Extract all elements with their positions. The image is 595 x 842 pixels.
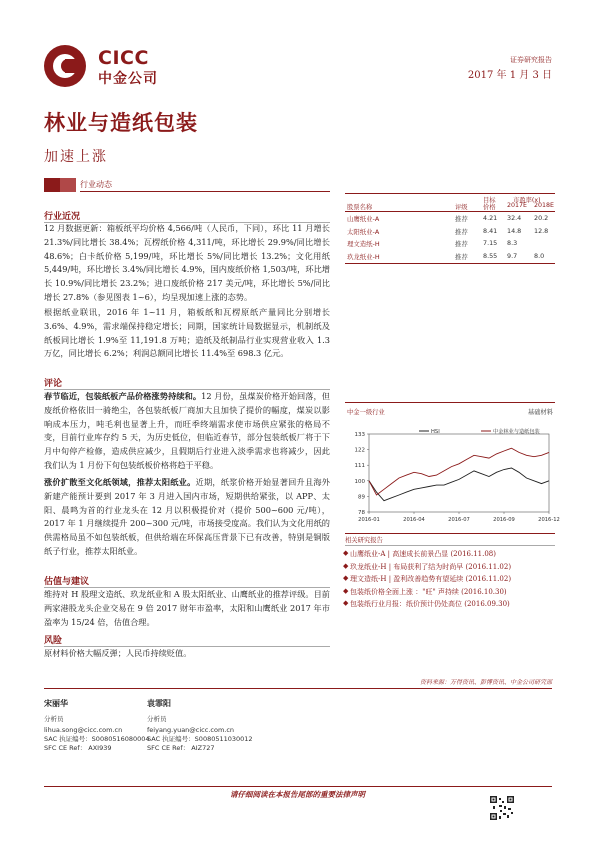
report-date: 2017 年 1 月 3 日 — [467, 70, 552, 81]
x-tick-label: 2016-01 — [358, 517, 380, 523]
rating-table-row — [345, 227, 555, 240]
x-tick-label: 2016-04 — [403, 517, 425, 523]
comment-para-2-bold: 涨价扩散至文化纸领域，推荐太阳纸业。 — [44, 477, 196, 487]
x-tick-label: 2016-07 — [448, 517, 470, 523]
news-heading: 相关研究报告 — [345, 537, 383, 544]
col-2017: 2017E — [507, 202, 528, 209]
news-item[interactable] — [343, 599, 555, 609]
news-item[interactable] — [343, 574, 555, 584]
tag-bar-accent — [60, 178, 76, 192]
line-chart — [345, 428, 560, 528]
comment-para-2-text: 近期，纸浆价格开始显著回升且海外新建产能预计要到 2017 年 3 月进入国内市场，短期供给紧张，以 APP、太阳、晨鸣为首的行业龙头在 12 月以积极提价对（提价 500~600 元/吨），2017 年 1 月继续提升 200~300 元/吨，市场接受度高。我们认为文化用纸的供需格局虽不如包装纸板，但供给端在环保高压背景下已有改善，特别是铜版纸子行业，推荐太阳纸业。 — [44, 477, 330, 556]
rating-cell-target: 8.55 — [483, 251, 498, 260]
cicc-logo-icon — [44, 45, 86, 87]
author-2-email[interactable]: feiyang.yuan@cicc.com.cn — [147, 726, 235, 734]
author-1 — [44, 698, 164, 753]
author-2-role: 分析员 — [147, 715, 167, 723]
author-2-name: 袁霏阳 — [147, 698, 171, 708]
y-tick-label: 122 — [354, 447, 365, 454]
disclaimer: 请仔细阅读在本报告尾部的重要法律声明 — [230, 790, 365, 799]
y-tick-label: 78 — [358, 510, 365, 516]
col-stock: 股票名称 — [347, 204, 373, 211]
rating-cell-pe17: 32.4 — [507, 214, 522, 222]
rating-table-row — [345, 239, 555, 252]
news-item-label: 理文造纸-H | 盈利改善趋势有望延续 (2016.11.02) — [350, 575, 512, 583]
divider — [345, 211, 555, 212]
report-type: 证券研究报告 — [510, 56, 552, 64]
col-2018: 2018E — [534, 202, 555, 209]
author-1-sac: SAC 执证编号：S0080516080004 — [44, 735, 150, 743]
rating-cell-rating: 推荐 — [455, 227, 468, 236]
valuation-para: 维持对 H 股理文造纸、玖龙纸业和 A 股太阳纸业、山鹰纸业的推荐评级。目前两家港股龙头企业交易在 9 倍 2017 财年市盈率，太阳和山鹰纸业 2017 年市盈率为 15/24 倍，估值合理。 — [44, 589, 330, 627]
author-1-name: 宋丽华 — [44, 698, 68, 708]
comment-para-1-text: 12 月份，虽煤炭价格开始回落，但废纸价格依旧一骑绝尘，各包装纸板厂商加大且加快了提价的幅度，煤炭以影响成本压力，吨毛利也显著上升，而旺季终端需求使市场供应紧张的格局不变，目前行业库存约 5 天，为历史低位，但临近春节，部分包装纸板厂将于下月中旬停产检修，造成供应减少，且假期后行业进入淡季需求也将减少，因此我们认为 1 月份下旬包装纸板价格将趋于平稳。 — [44, 391, 330, 470]
industry-para-2: 根据纸业联讯，2016 年 1~11 月，箱板纸和瓦楞原纸产量同比分别增长 3.6%、4.9%，需求端保持稳定增长；同期，国家统计局数据显示，机制纸及纸板同比增长 1.9%至 11,191.8 万吨；造纸及纸制品行业实现营业收入 1.3 万亿，同比增长 6.2%；利润总额同比增长 11.4%至 698.3 亿元。 — [44, 307, 330, 359]
series-line-0 — [369, 468, 549, 501]
rating-cell-name: 山鹰纸业-A — [347, 215, 380, 223]
chart-right-label: 基础材料 — [527, 409, 553, 416]
x-tick-label: 2016-09 — [493, 517, 515, 523]
heading-comment: 评论 — [44, 379, 63, 389]
author-1-role: 分析员 — [44, 715, 64, 723]
series-line-1 — [369, 448, 549, 495]
rating-cell-name: 太阳纸业-A — [347, 227, 380, 236]
report-subtitle: 加速上涨 — [44, 149, 108, 165]
author-2-sfc: SFC CE Ref： AIZ727 — [147, 744, 215, 752]
divider — [44, 786, 552, 787]
col-rating: 评级 — [455, 204, 468, 211]
logo-text-cn: 中金公司 — [98, 71, 158, 87]
divider — [44, 688, 552, 689]
legend-label: HSI — [431, 429, 440, 435]
rating-cell-pe17: 8.3 — [507, 239, 518, 247]
chart-block — [345, 402, 560, 527]
author-1-email[interactable]: lihua.song@cicc.com.cn — [44, 726, 123, 734]
comment-para-1 — [44, 390, 330, 473]
author-2 — [147, 698, 277, 753]
legend-label: 中金林业与造纸包装 — [493, 429, 540, 435]
divider — [345, 402, 555, 403]
bullet-icon: ◆ — [343, 561, 349, 570]
col-target-line2: 价格 — [483, 204, 496, 211]
col-target-line1: 目标 — [483, 197, 496, 204]
news-item[interactable] — [343, 549, 555, 559]
rating-cell-pe18: 12.8 — [534, 226, 549, 235]
chart-left-label: 中金一级行业 — [347, 409, 385, 416]
tag-label: 行业动态 — [80, 180, 112, 189]
author-1-sfc: SFC CE Ref： AXI939 — [44, 744, 112, 752]
news-item-label: 山鹰纸业-A | 高速成长前景凸显 (2016.11.08) — [350, 550, 496, 558]
chart-frame — [369, 434, 549, 512]
divider — [345, 263, 555, 264]
rating-cell-name: 理文造纸-H — [347, 240, 380, 248]
rating-cell-rating: 推荐 — [455, 240, 468, 248]
news-item-label: 玖龙纸业-H | 布局获利了结为时尚早 (2016.11.02) — [350, 562, 512, 571]
x-tick-label: 2016-12 — [538, 517, 560, 523]
logo-text-en: CICC — [98, 47, 149, 69]
rating-cell-pe17: 14.8 — [507, 226, 522, 235]
source-note: 资料来源：万得资讯、彭博资讯、中金公司研究部 — [419, 679, 552, 686]
y-tick-label: 100 — [354, 478, 365, 485]
industry-para-1: 12 月数据更新：箱板纸平均价格 4,566/吨（人民币，下同），环比 11 月增长 21.3%/同比增长 38.4%；瓦楞纸价格 4,311/吨，环比增长 29.9%/同比增长 48.6%；白卡纸价格 5,199/吨，环比增长 5%/同比增长 13.2%；文化用纸 5,449/吨，环比增长 3.4%/同比增长 4.9%，国内废纸价格 1,503/吨，环比增长 10.9%/同比增长 23.2%；进口废纸价格 217 美元/吨，环比增长 5%/同比增长 27.8%（参见图表 1~6），均呈现加速上涨的态势。 — [44, 223, 330, 302]
rating-table — [345, 190, 555, 265]
comment-para-1-bold: 春节临近，包装纸板产品价格涨势持续和。 — [44, 391, 202, 401]
risk-para: 原材料价格大幅反弹；人民币持续贬值。 — [44, 648, 192, 658]
rating-cell-pe18: 20.2 — [534, 214, 549, 222]
rating-cell-pe17: 9.7 — [507, 251, 518, 260]
rating-cell-rating: 推荐 — [455, 252, 468, 261]
heading-valuation: 估值与建议 — [44, 577, 90, 587]
bullet-icon: ◆ — [343, 574, 349, 582]
rating-cell-pe18: 8.0 — [534, 251, 545, 260]
bullet-icon: ◆ — [343, 599, 349, 607]
author-2-sac: SAC 执证编号：S0080511030012 — [147, 735, 253, 743]
heading-risk: 风险 — [44, 636, 63, 646]
news-item-label: 包装纸行业月报：纸价预计仍处高位 (2016.09.30) — [350, 600, 510, 608]
heading-industry: 行业近况 — [44, 212, 81, 222]
y-tick-label: 111 — [354, 463, 365, 470]
tag-underline — [80, 191, 330, 192]
col-pe: 市盈率(x) — [513, 197, 541, 204]
rating-cell-rating: 推荐 — [455, 215, 468, 223]
news-item-label: 包装纸价格全面上涨 ："旺" 声持续 (2016.10.30) — [350, 587, 507, 596]
report-title: 林业与造纸包装 — [44, 110, 198, 135]
rating-table-row — [345, 214, 555, 227]
y-tick-label: 133 — [354, 432, 365, 438]
y-tick-label: 89 — [358, 494, 365, 501]
news-item[interactable] — [343, 586, 555, 597]
bullet-icon: ◆ — [343, 549, 349, 557]
rating-cell-target: 8.41 — [483, 226, 498, 235]
news-item[interactable] — [343, 561, 555, 572]
qr-code-icon — [490, 796, 514, 820]
bullet-icon: ◆ — [343, 586, 349, 595]
divider — [345, 533, 555, 534]
rating-cell-target: 7.15 — [483, 239, 498, 247]
rating-cell-target: 4.21 — [483, 214, 498, 222]
divider — [345, 193, 555, 194]
comment-para-2 — [44, 476, 330, 559]
rating-cell-name: 玖龙纸业-H — [347, 252, 380, 261]
divider — [345, 545, 555, 546]
